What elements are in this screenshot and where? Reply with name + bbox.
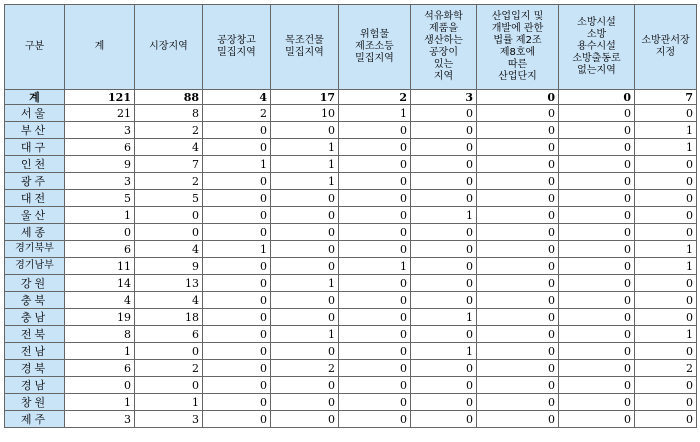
table-cell: 0	[271, 292, 339, 309]
region-label: 광주	[5, 173, 65, 190]
table-cell: 0	[411, 190, 477, 207]
table-cell: 0	[559, 275, 635, 292]
table-cell: 1	[271, 173, 339, 190]
table-cell: 0	[477, 241, 559, 258]
region-label: 제주	[5, 411, 65, 428]
table-row	[5, 411, 697, 428]
table-cell: 0	[635, 309, 697, 326]
column-header: 시장지역	[135, 5, 203, 90]
table-cell: 8	[135, 105, 203, 122]
table-cell: 0	[477, 360, 559, 377]
column-header: 구분	[5, 5, 65, 90]
table-cell: 17	[271, 90, 339, 105]
table-cell: 0	[203, 360, 271, 377]
table-cell: 1	[411, 207, 477, 224]
table-cell: 0	[635, 156, 697, 173]
table-cell: 0	[271, 122, 339, 139]
table-row	[5, 105, 697, 122]
table-cell: 1	[271, 326, 339, 343]
table-row	[5, 343, 697, 360]
table-cell: 0	[635, 343, 697, 360]
table-cell: 0	[339, 122, 411, 139]
table-cell: 2	[203, 105, 271, 122]
column-header: 위험물 제조소등 밀집지역	[339, 5, 411, 90]
table-cell: 5	[135, 190, 203, 207]
table-cell: 3	[65, 411, 135, 428]
table-cell: 1	[271, 275, 339, 292]
table-row	[5, 190, 697, 207]
table-cell: 0	[135, 377, 203, 394]
table-cell: 0	[203, 411, 271, 428]
table-cell: 0	[411, 105, 477, 122]
table-cell: 0	[559, 411, 635, 428]
table-cell: 0	[271, 224, 339, 241]
table-row	[5, 207, 697, 224]
table-cell: 0	[559, 224, 635, 241]
table-cell: 11	[65, 258, 135, 275]
table-cell: 0	[635, 190, 697, 207]
table-cell: 0	[559, 122, 635, 139]
table-cell: 0	[411, 173, 477, 190]
table-cell: 4	[135, 241, 203, 258]
table-row	[5, 156, 697, 173]
table-cell: 0	[203, 309, 271, 326]
table-cell: 19	[65, 309, 135, 326]
table-cell: 4	[135, 292, 203, 309]
table-row	[5, 292, 697, 309]
table-cell: 0	[271, 241, 339, 258]
table-cell: 10	[271, 105, 339, 122]
table-cell: 0	[635, 411, 697, 428]
table-cell: 1	[271, 156, 339, 173]
table-cell: 0	[271, 309, 339, 326]
table-cell: 0	[271, 258, 339, 275]
table-cell: 0	[339, 190, 411, 207]
table-cell: 0	[203, 224, 271, 241]
table-cell: 0	[559, 241, 635, 258]
table-cell: 0	[559, 258, 635, 275]
table-cell: 1	[635, 241, 697, 258]
table-cell: 0	[135, 224, 203, 241]
table-cell: 0	[635, 394, 697, 411]
table-row	[5, 360, 697, 377]
table-cell: 0	[411, 241, 477, 258]
table-cell: 1	[635, 326, 697, 343]
table-cell: 0	[339, 309, 411, 326]
table-row	[5, 258, 697, 275]
region-label: 충남	[5, 309, 65, 326]
region-label: 울산	[5, 207, 65, 224]
table-cell: 0	[411, 326, 477, 343]
table-cell: 6	[65, 139, 135, 156]
region-label: 인천	[5, 156, 65, 173]
table-cell: 0	[635, 173, 697, 190]
table-cell: 0	[477, 343, 559, 360]
table-cell: 0	[135, 207, 203, 224]
table-row	[5, 309, 697, 326]
table-cell: 0	[477, 156, 559, 173]
table-cell: 4	[203, 90, 271, 105]
table-cell: 6	[65, 241, 135, 258]
table-cell: 0	[559, 190, 635, 207]
table-cell: 0	[559, 292, 635, 309]
table-cell: 1	[635, 139, 697, 156]
table-cell: 0	[411, 360, 477, 377]
table-cell: 0	[203, 343, 271, 360]
header-row	[5, 5, 697, 90]
table-cell: 0	[203, 275, 271, 292]
region-label: 계	[5, 90, 65, 105]
region-label: 창원	[5, 394, 65, 411]
table-row	[5, 275, 697, 292]
table-cell: 0	[559, 139, 635, 156]
table-cell: 4	[135, 139, 203, 156]
table-cell: 0	[271, 207, 339, 224]
fire-alert-zone-table	[4, 4, 697, 428]
region-label: 서울	[5, 105, 65, 122]
table-cell: 6	[135, 326, 203, 343]
column-header: 산업입지 및 개발에 관한 법률 제2조 제8호에 따른 산업단지	[477, 5, 559, 90]
column-header: 소방관서장 지정	[635, 5, 697, 90]
table-cell: 0	[477, 326, 559, 343]
table-cell: 0	[477, 190, 559, 207]
table-cell: 0	[411, 122, 477, 139]
table-cell: 0	[339, 275, 411, 292]
table-cell: 2	[135, 360, 203, 377]
table-row	[5, 139, 697, 156]
table-cell: 0	[559, 90, 635, 105]
table-cell: 0	[559, 394, 635, 411]
table-cell: 1	[135, 394, 203, 411]
table-cell: 0	[477, 275, 559, 292]
region-label: 전남	[5, 343, 65, 360]
region-label: 부산	[5, 122, 65, 139]
table-cell: 0	[559, 360, 635, 377]
table-cell: 5	[65, 190, 135, 207]
table-cell: 0	[635, 207, 697, 224]
table-cell: 0	[477, 105, 559, 122]
region-label: 경기북부	[5, 241, 65, 258]
table-cell: 0	[203, 207, 271, 224]
table-cell: 0	[411, 394, 477, 411]
column-header: 목조건물 밀집지역	[271, 5, 339, 90]
table-cell: 0	[271, 190, 339, 207]
table-cell: 6	[65, 360, 135, 377]
total-row	[5, 90, 697, 105]
table-cell: 4	[65, 292, 135, 309]
table-cell: 0	[203, 139, 271, 156]
table-cell: 1	[65, 207, 135, 224]
table-cell: 0	[635, 105, 697, 122]
table-cell: 0	[635, 377, 697, 394]
table-cell: 0	[477, 173, 559, 190]
table-cell: 0	[135, 343, 203, 360]
region-label: 대구	[5, 139, 65, 156]
table-cell: 0	[477, 292, 559, 309]
table-cell: 0	[339, 326, 411, 343]
table-row	[5, 377, 697, 394]
table-cell: 0	[271, 343, 339, 360]
table-cell: 0	[559, 173, 635, 190]
table-cell: 0	[271, 411, 339, 428]
table-body	[5, 90, 697, 428]
table-cell: 0	[477, 224, 559, 241]
table-cell: 0	[339, 360, 411, 377]
table-cell: 18	[135, 309, 203, 326]
table-cell: 0	[339, 224, 411, 241]
table-cell: 13	[135, 275, 203, 292]
table-cell: 0	[477, 377, 559, 394]
table-cell: 21	[65, 105, 135, 122]
region-label: 경북	[5, 360, 65, 377]
table-cell: 3	[135, 411, 203, 428]
table-cell: 0	[203, 122, 271, 139]
table-cell: 0	[411, 156, 477, 173]
table-cell: 0	[203, 173, 271, 190]
table-cell: 0	[339, 173, 411, 190]
table-row	[5, 122, 697, 139]
region-label: 경기남부	[5, 258, 65, 275]
table-cell: 0	[477, 90, 559, 105]
region-label: 강원	[5, 275, 65, 292]
table-cell: 3	[65, 122, 135, 139]
table-cell: 0	[559, 326, 635, 343]
table-cell: 0	[339, 411, 411, 428]
column-header: 소방시설 소방 용수시설 소방출동로 없는지역	[559, 5, 635, 90]
table-cell: 0	[411, 275, 477, 292]
table-cell: 0	[411, 377, 477, 394]
table-row	[5, 224, 697, 241]
table-cell: 0	[477, 309, 559, 326]
region-label: 전북	[5, 326, 65, 343]
table-cell: 0	[203, 326, 271, 343]
table-cell: 0	[65, 377, 135, 394]
table-cell: 8	[65, 326, 135, 343]
table-cell: 1	[411, 309, 477, 326]
table-cell: 0	[271, 377, 339, 394]
table-row	[5, 173, 697, 190]
table-cell: 0	[271, 394, 339, 411]
table-cell: 0	[477, 411, 559, 428]
table-cell: 0	[559, 156, 635, 173]
region-label: 대전	[5, 190, 65, 207]
table-cell: 9	[135, 258, 203, 275]
table-cell: 9	[65, 156, 135, 173]
table-cell: 0	[411, 411, 477, 428]
table-cell: 0	[339, 292, 411, 309]
table-cell: 0	[411, 258, 477, 275]
table-cell: 0	[339, 394, 411, 411]
table-cell: 7	[135, 156, 203, 173]
table-cell: 0	[203, 292, 271, 309]
table-cell: 0	[477, 258, 559, 275]
table-row	[5, 326, 697, 343]
table-cell: 0	[559, 343, 635, 360]
column-header: 공장창고 밀집지역	[203, 5, 271, 90]
table-cell: 88	[135, 90, 203, 105]
table-cell: 2	[135, 122, 203, 139]
table-cell: 2	[339, 90, 411, 105]
table-cell: 0	[411, 224, 477, 241]
table-cell: 14	[65, 275, 135, 292]
table-cell: 2	[635, 360, 697, 377]
table-cell: 1	[635, 258, 697, 275]
table-cell: 3	[65, 173, 135, 190]
table-cell: 0	[477, 394, 559, 411]
column-header: 석유화학 제품을 생산하는 공장이 있는 지역	[411, 5, 477, 90]
table-cell: 1	[271, 139, 339, 156]
region-label: 경남	[5, 377, 65, 394]
table-cell: 0	[477, 207, 559, 224]
table-cell: 3	[411, 90, 477, 105]
table-cell: 0	[635, 292, 697, 309]
region-label: 충북	[5, 292, 65, 309]
table-cell: 0	[339, 207, 411, 224]
table-row	[5, 241, 697, 258]
table-cell: 0	[339, 139, 411, 156]
table-cell: 0	[477, 139, 559, 156]
table-cell: 1	[65, 394, 135, 411]
table-cell: 121	[65, 90, 135, 105]
column-header: 계	[65, 5, 135, 90]
table-cell: 7	[635, 90, 697, 105]
table-cell: 0	[339, 241, 411, 258]
table-cell: 0	[477, 122, 559, 139]
table-cell: 1	[411, 343, 477, 360]
table-cell: 1	[65, 343, 135, 360]
table-cell: 1	[339, 258, 411, 275]
table-cell: 0	[203, 258, 271, 275]
table-cell: 0	[203, 394, 271, 411]
table-cell: 2	[271, 360, 339, 377]
table-cell: 0	[339, 156, 411, 173]
table-cell: 2	[135, 173, 203, 190]
table-cell: 0	[339, 377, 411, 394]
table-cell: 1	[635, 122, 697, 139]
table-cell: 0	[203, 190, 271, 207]
table-cell: 0	[559, 309, 635, 326]
table-cell: 1	[203, 156, 271, 173]
table-row	[5, 394, 697, 411]
table-cell: 0	[559, 105, 635, 122]
table-cell: 0	[635, 275, 697, 292]
region-label: 세종	[5, 224, 65, 241]
table-cell: 0	[411, 139, 477, 156]
table-cell: 0	[65, 224, 135, 241]
table-cell: 0	[559, 377, 635, 394]
table-cell: 0	[559, 207, 635, 224]
table-cell: 1	[203, 241, 271, 258]
table-cell: 0	[339, 343, 411, 360]
table-cell: 1	[339, 105, 411, 122]
table-cell: 0	[635, 224, 697, 241]
table-cell: 0	[411, 292, 477, 309]
table-cell: 0	[203, 377, 271, 394]
